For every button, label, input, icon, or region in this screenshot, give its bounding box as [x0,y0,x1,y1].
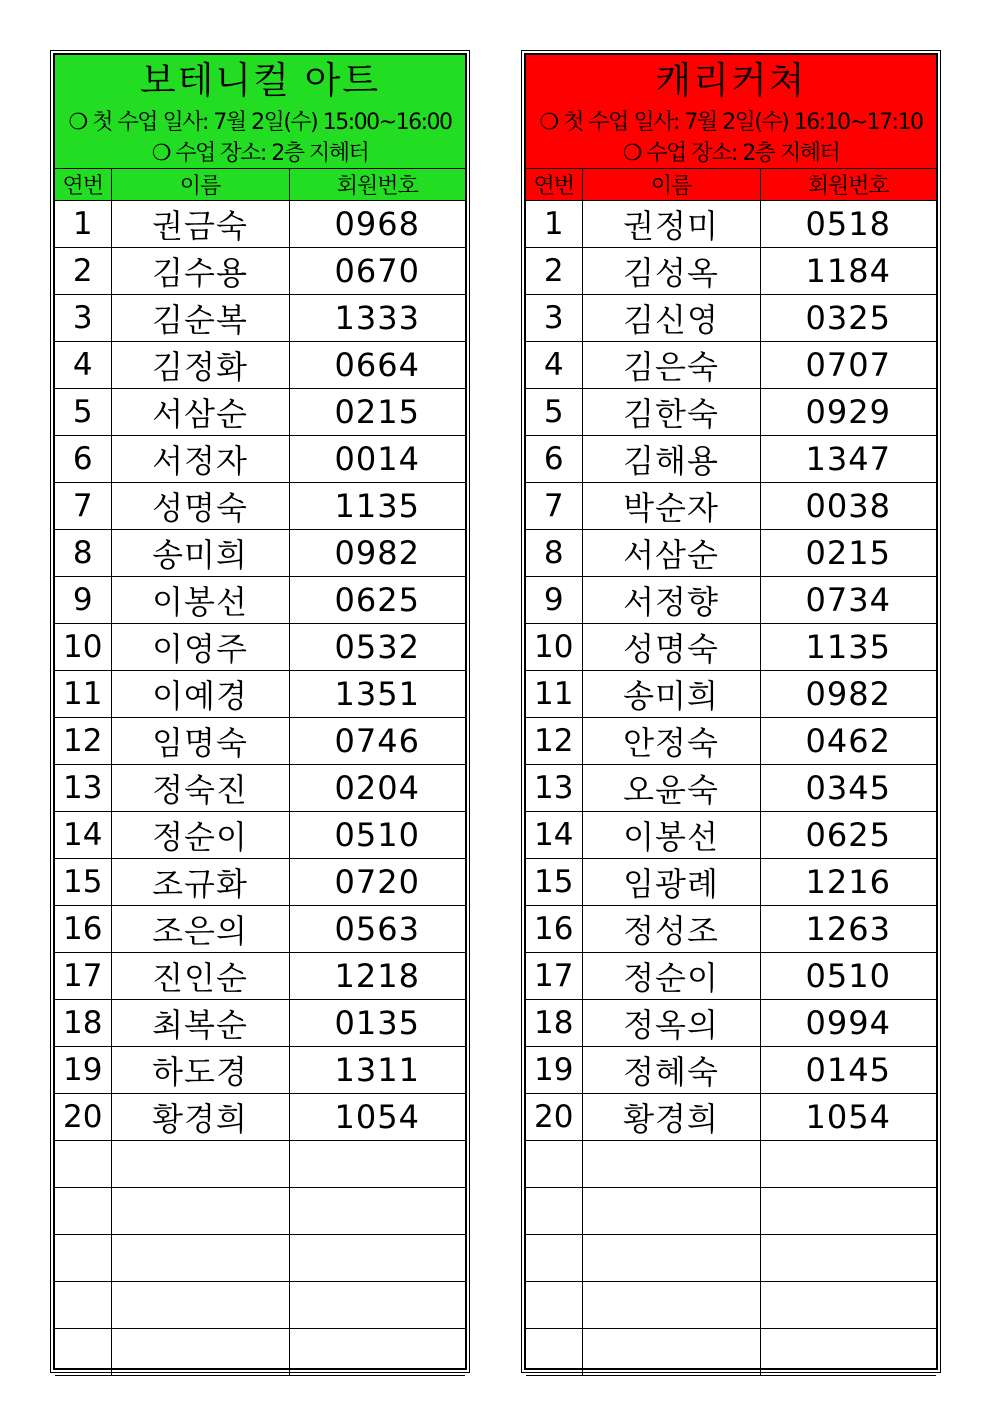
member-id: 0510 [289,812,465,859]
member-name: 안정숙 [582,718,760,765]
empty-cell [55,1141,111,1188]
member-name: 정옥의 [582,1000,760,1047]
member-name: 김성옥 [582,248,760,295]
member-id: 0462 [760,718,936,765]
empty-cell [582,1235,760,1282]
row-number: 11 [526,671,582,718]
table-row [526,389,936,436]
first-class-info: ❍ 첫 수업 일사: 7월 2일(수) 15:00~16:00 [68,110,452,135]
row-number: 17 [55,953,111,1000]
col-header-name: 이름 [111,169,289,201]
member-id: 1216 [760,859,936,906]
member-id: 0204 [289,765,465,812]
table-row [526,342,936,389]
member-rows [526,201,936,1376]
row-number: 6 [526,436,582,483]
member-id: 0707 [760,342,936,389]
row-number: 16 [526,906,582,953]
member-id: 0994 [760,1000,936,1047]
row-number: 8 [55,530,111,577]
empty-cell [760,1282,936,1329]
row-number: 1 [526,201,582,248]
empty-cell [55,1282,111,1329]
table-row [55,953,465,1000]
table-row [526,671,936,718]
member-id: 0720 [289,859,465,906]
member-name: 김수용 [111,248,289,295]
table-row [526,483,936,530]
member-name: 이예경 [111,671,289,718]
member-id: 0014 [289,436,465,483]
member-name: 서삼순 [111,389,289,436]
table-row [526,1094,936,1141]
table-row [526,201,936,248]
member-id: 0670 [289,248,465,295]
empty-cell [289,1188,465,1235]
member-id: 0982 [760,671,936,718]
table-row [55,248,465,295]
table-row [526,624,936,671]
member-name: 정혜숙 [582,1047,760,1094]
row-number: 17 [526,953,582,1000]
panel-title: 캐리커쳐 [655,59,807,102]
member-name: 김은숙 [582,342,760,389]
table-row [55,624,465,671]
member-id: 0038 [760,483,936,530]
member-name: 정숙진 [111,765,289,812]
empty-cell [55,1329,111,1376]
row-number: 20 [55,1094,111,1141]
empty-row [55,1235,465,1282]
member-table [526,169,936,1376]
row-number: 18 [55,1000,111,1047]
member-name: 성명숙 [111,483,289,530]
empty-cell [526,1282,582,1329]
member-name: 이영주 [111,624,289,671]
empty-cell [760,1141,936,1188]
member-name: 임광례 [582,859,760,906]
member-name: 김한숙 [582,389,760,436]
empty-cell [582,1188,760,1235]
member-table [55,169,465,1376]
member-name: 하도경 [111,1047,289,1094]
row-number: 9 [526,577,582,624]
member-id: 0518 [760,201,936,248]
location-info: ❍ 수업 장소: 2층 지혜터 [151,141,369,166]
table-row [55,577,465,624]
table-row [55,1094,465,1141]
row-number: 20 [526,1094,582,1141]
empty-cell [55,1235,111,1282]
table-row [55,859,465,906]
table-row [55,718,465,765]
member-id: 1311 [289,1047,465,1094]
botanical-art-panel [50,50,470,1373]
col-header-number: 연번 [526,169,582,201]
member-id: 0345 [760,765,936,812]
member-id: 0664 [289,342,465,389]
row-number: 7 [526,483,582,530]
row-number: 14 [526,812,582,859]
member-name: 송미희 [582,671,760,718]
caricature-frame [524,53,938,1370]
row-number: 5 [526,389,582,436]
member-id: 1054 [760,1094,936,1141]
member-name: 정순이 [111,812,289,859]
member-name: 권금숙 [111,201,289,248]
table-row [526,765,936,812]
row-number: 13 [526,765,582,812]
member-name: 권정미 [582,201,760,248]
member-name: 박순자 [582,483,760,530]
member-name: 황경희 [111,1094,289,1141]
empty-row [526,1188,936,1235]
member-id: 0734 [760,577,936,624]
table-row [526,295,936,342]
member-id: 1351 [289,671,465,718]
row-number: 15 [55,859,111,906]
member-name: 서정향 [582,577,760,624]
row-number: 3 [55,295,111,342]
empty-row [55,1329,465,1376]
member-id: 1184 [760,248,936,295]
row-number: 10 [55,624,111,671]
table-row [55,483,465,530]
table-row [526,859,936,906]
member-id: 1333 [289,295,465,342]
table-row [55,1000,465,1047]
table-header-row [526,169,936,201]
member-name: 오윤숙 [582,765,760,812]
row-number: 2 [55,248,111,295]
member-name: 서정자 [111,436,289,483]
table-row [526,1047,936,1094]
table-row [55,436,465,483]
row-number: 7 [55,483,111,530]
row-number: 13 [55,765,111,812]
empty-cell [760,1188,936,1235]
table-row [526,530,936,577]
empty-cell [289,1329,465,1376]
row-number: 5 [55,389,111,436]
empty-cell [289,1235,465,1282]
member-id: 0982 [289,530,465,577]
caricature-panel [521,50,941,1373]
member-id: 1054 [289,1094,465,1141]
member-id: 0625 [760,812,936,859]
table-row [55,389,465,436]
row-number: 8 [526,530,582,577]
member-name: 송미희 [111,530,289,577]
empty-cell [526,1141,582,1188]
table-row [55,295,465,342]
empty-cell [526,1329,582,1376]
col-header-member-id: 회원번호 [289,169,465,201]
table-row [526,812,936,859]
row-number: 4 [526,342,582,389]
member-name: 이봉선 [582,812,760,859]
botanical-art-header [55,55,465,169]
row-number: 1 [55,201,111,248]
member-name: 조은의 [111,906,289,953]
empty-cell [582,1282,760,1329]
table-row [526,248,936,295]
empty-cell [55,1188,111,1235]
row-number: 15 [526,859,582,906]
member-id: 0510 [760,953,936,1000]
empty-row [55,1282,465,1329]
empty-cell [289,1141,465,1188]
empty-cell [111,1141,289,1188]
empty-row [55,1188,465,1235]
member-id: 0968 [289,201,465,248]
member-rows [55,201,465,1376]
member-name: 서삼순 [582,530,760,577]
row-number: 12 [55,718,111,765]
caricature-header [526,55,936,169]
empty-cell [582,1329,760,1376]
empty-row [55,1141,465,1188]
table-row [55,671,465,718]
row-number: 11 [55,671,111,718]
table-row [55,530,465,577]
table-header-row [55,169,465,201]
col-header-name: 이름 [582,169,760,201]
member-name: 진인순 [111,953,289,1000]
row-number: 18 [526,1000,582,1047]
row-number: 16 [55,906,111,953]
empty-cell [526,1188,582,1235]
member-name: 정성조 [582,906,760,953]
empty-cell [760,1329,936,1376]
table-row [55,342,465,389]
member-name: 임명숙 [111,718,289,765]
row-number: 3 [526,295,582,342]
empty-cell [111,1188,289,1235]
table-row [55,812,465,859]
table-row [526,1000,936,1047]
col-header-number: 연번 [55,169,111,201]
member-id: 1347 [760,436,936,483]
row-number: 4 [55,342,111,389]
row-number: 19 [55,1047,111,1094]
member-name: 황경희 [582,1094,760,1141]
empty-cell [111,1282,289,1329]
member-id: 0532 [289,624,465,671]
table-row [526,718,936,765]
member-id: 1218 [289,953,465,1000]
empty-row [526,1235,936,1282]
row-number: 10 [526,624,582,671]
row-number: 2 [526,248,582,295]
botanical-art-frame [53,53,467,1370]
member-name: 이봉선 [111,577,289,624]
empty-cell [760,1235,936,1282]
table-row [55,201,465,248]
member-name: 김신영 [582,295,760,342]
member-name: 조규화 [111,859,289,906]
member-id: 0625 [289,577,465,624]
table-row [526,906,936,953]
empty-cell [111,1235,289,1282]
row-number: 14 [55,812,111,859]
empty-row [526,1329,936,1376]
member-id: 1135 [760,624,936,671]
empty-row [526,1282,936,1329]
member-name: 김순복 [111,295,289,342]
location-info: ❍ 수업 장소: 2층 지혜터 [622,141,840,166]
member-name: 최복순 [111,1000,289,1047]
member-name: 김해용 [582,436,760,483]
member-id: 0563 [289,906,465,953]
empty-cell [111,1329,289,1376]
first-class-info: ❍ 첫 수업 일사: 7월 2일(수) 16:10~17:10 [539,110,923,135]
member-id: 0746 [289,718,465,765]
member-name: 성명숙 [582,624,760,671]
empty-cell [526,1235,582,1282]
empty-cell [582,1141,760,1188]
empty-row [526,1141,936,1188]
empty-cell [289,1282,465,1329]
panel-title: 보테니컬 아트 [139,59,381,102]
table-row [55,765,465,812]
member-id: 0325 [760,295,936,342]
col-header-member-id: 회원번호 [760,169,936,201]
row-number: 9 [55,577,111,624]
member-id: 0135 [289,1000,465,1047]
member-id: 0145 [760,1047,936,1094]
table-row [526,953,936,1000]
member-id: 1135 [289,483,465,530]
table-row [55,906,465,953]
member-name: 정순이 [582,953,760,1000]
member-id: 0929 [760,389,936,436]
member-name: 김정화 [111,342,289,389]
member-id: 0215 [760,530,936,577]
table-row [55,1047,465,1094]
member-id: 1263 [760,906,936,953]
row-number: 12 [526,718,582,765]
row-number: 6 [55,436,111,483]
row-number: 19 [526,1047,582,1094]
member-id: 0215 [289,389,465,436]
table-row [526,577,936,624]
table-row [526,436,936,483]
